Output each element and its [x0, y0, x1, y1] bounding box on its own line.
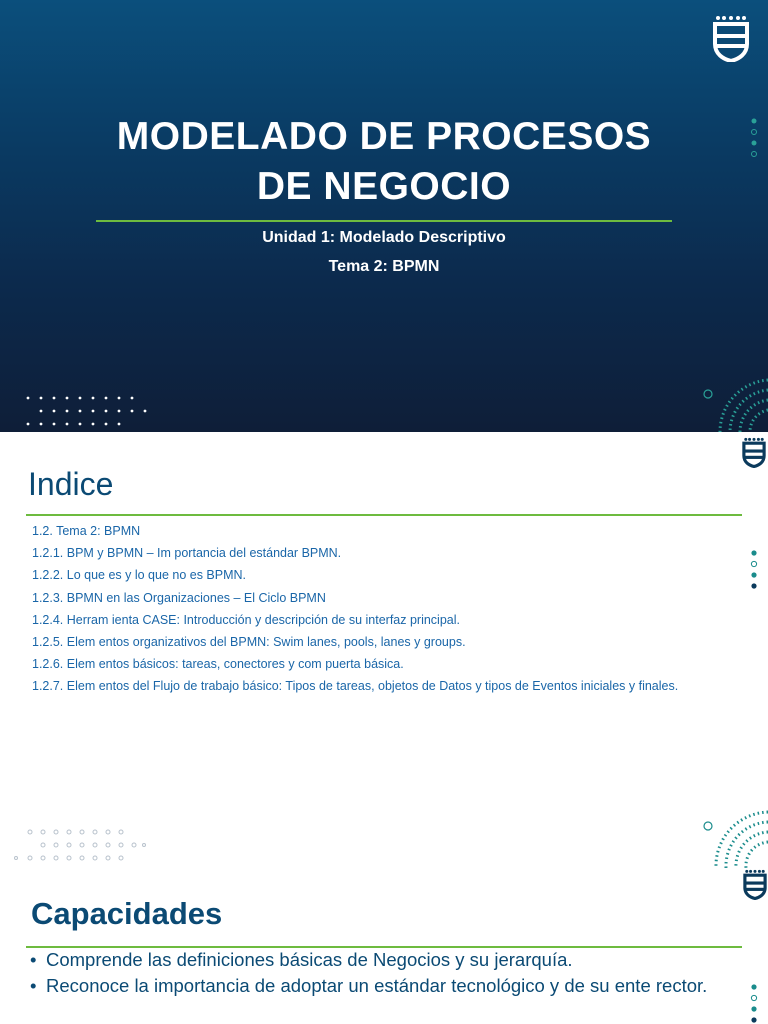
list-item: [30, 950, 710, 970]
list-item-text: Comprende las definiciones básicas de Negocios y su jerarquía.: [46, 949, 573, 970]
table-of-contents: [32, 520, 742, 698]
toc-item: 1.2. Tema 2: BPMN: [32, 524, 141, 538]
vertical-dots-decoration: [748, 116, 760, 162]
toc-item: 1.2.2. Lo que es y lo que no es BPMN.: [32, 568, 247, 583]
dot-grid-decoration: [10, 826, 150, 862]
toc-item: 1.2.6. Elem entos básicos: tareas, conectores y com puerta básica.: [32, 657, 404, 672]
capacidades-slide: [0, 868, 768, 1024]
title-line-1: MODELADO DE PROCESOS: [116, 115, 652, 158]
toc-item: 1.2.4. Herram ienta CASE: Introducción y descripción de su interfaz principal.: [32, 612, 460, 627]
index-heading: Indice: [28, 466, 114, 502]
capacidades-list: [30, 950, 710, 1002]
toc-item: 1.2.3. BPMN en las Organizaciones – El Ciclo BPMN: [32, 590, 326, 605]
shield-logo-icon: [742, 436, 766, 468]
shield-logo-icon: [743, 868, 767, 900]
index-divider: [26, 514, 742, 516]
list-item-text: Reconoce la importancia de adoptar un estándar tecnológico y de su ente rector.: [46, 975, 708, 996]
shield-logo-icon: [712, 14, 750, 62]
vertical-dots-decoration: [748, 982, 760, 1024]
radial-dots-decoration: [700, 802, 768, 868]
bullet-symbol: •: [30, 949, 37, 970]
capacidades-heading: Capacidades: [31, 896, 223, 931]
index-slide: [0, 432, 768, 868]
unit-subtitle: Unidad 1: Modelado Descriptivo: [262, 229, 506, 246]
radial-dots-decoration: [700, 372, 768, 432]
toc-item: 1.2.1. BPM y BPMN – Im portancia del estándar BPMN.: [32, 546, 342, 561]
presentation-title: [60, 112, 708, 212]
toc-item: 1.2.5. Elem entos organizativos del BPMN: Swim lanes, pools, lanes y groups.: [32, 635, 466, 650]
title-divider: [96, 220, 672, 222]
capacidades-divider: [26, 946, 742, 948]
dot-grid-decoration: [20, 394, 150, 430]
list-item: [30, 976, 710, 996]
toc-item: 1.2.7. Elem entos del Flujo de trabajo básico: Tipos de tareas, objetos de Datos y tipos de Eventos iniciales y finales.: [32, 679, 679, 694]
bullet-symbol: •: [30, 975, 37, 996]
page-number: 2: [749, 856, 754, 865]
topic-subtitle: Tema 2: BPMN: [328, 258, 440, 275]
title-slide: [0, 0, 768, 432]
vertical-dots-decoration: [748, 548, 760, 596]
title-line-2: DE NEGOCIO: [256, 165, 512, 208]
